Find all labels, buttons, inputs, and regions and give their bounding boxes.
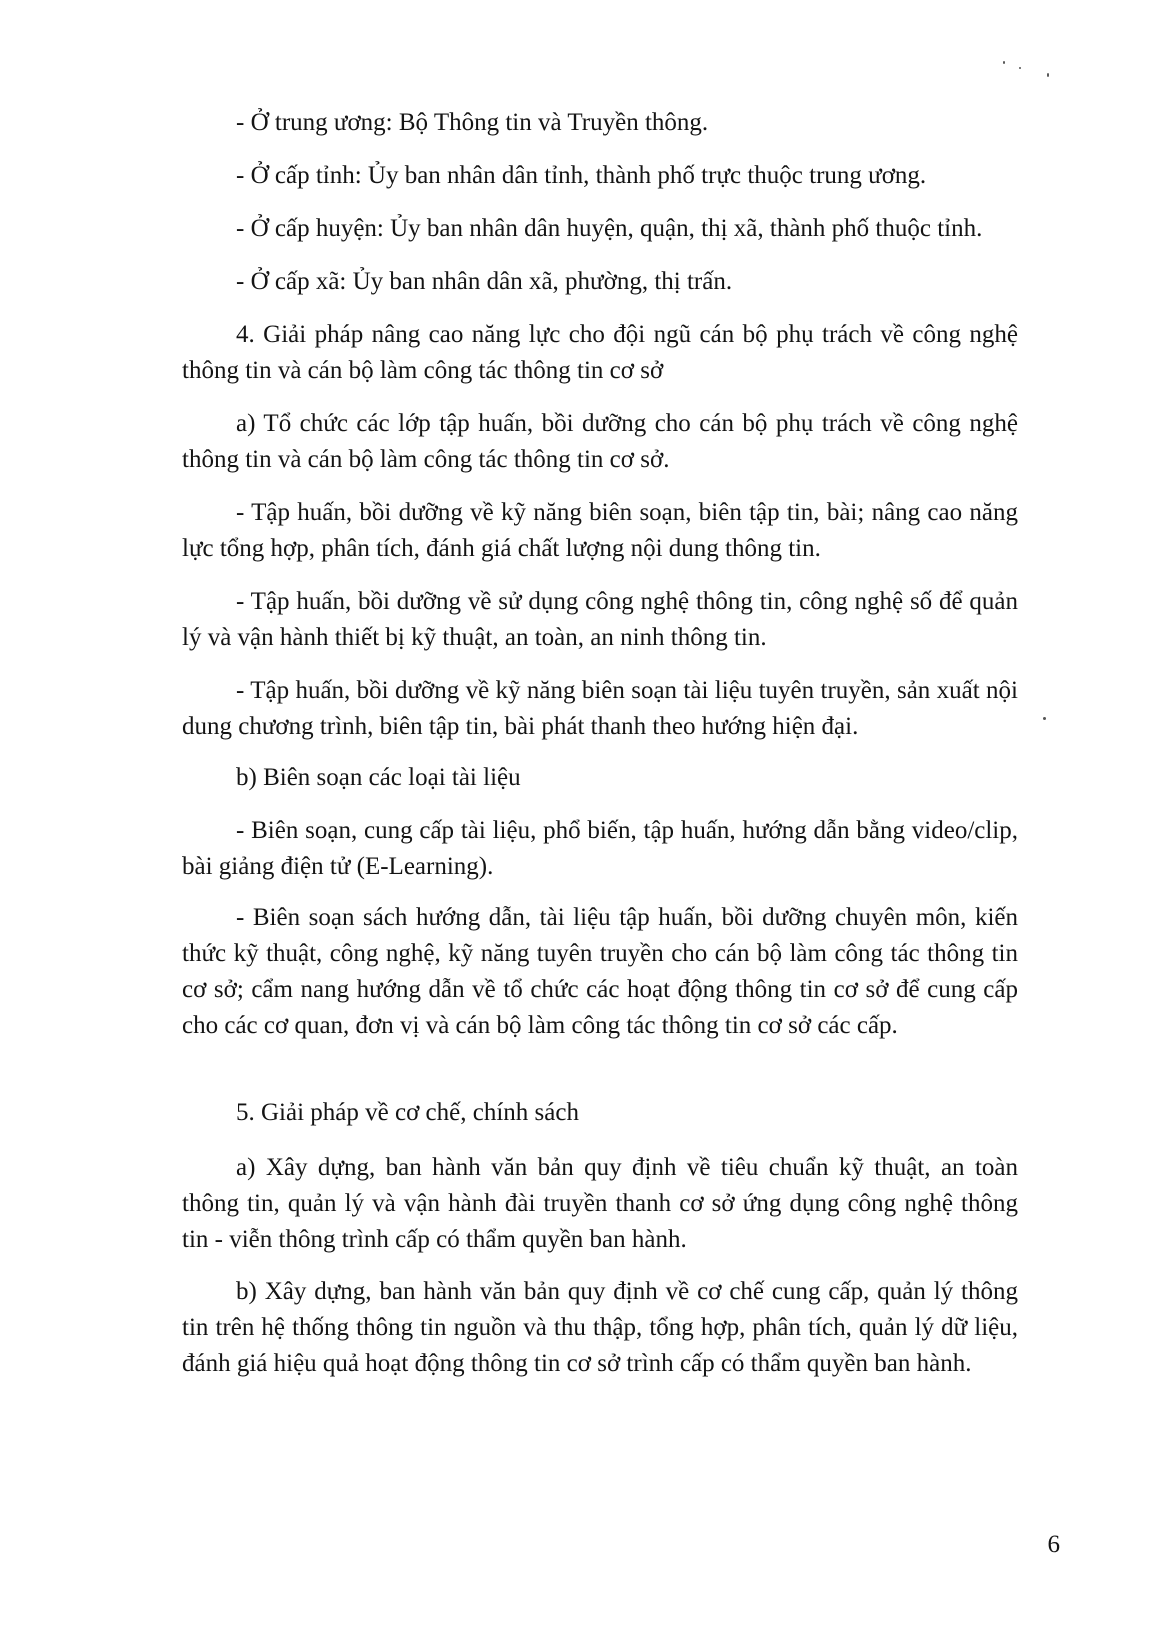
paragraph-5b: b) Xây dựng, ban hành văn bản quy định về cơ chế cung cấp, quản lý thông tin trên hệ thống thông tin nguồn và thu thập, tổng hợp, phân tích, quản lý dữ liệu, đánh giá hiệu quả hoạt động thông tin cơ sở trình cấp có thẩm quyền ban hành. xyxy=(182,1278,1018,1377)
section-heading-5: 5. Giải pháp về cơ chế, chính sách xyxy=(236,1099,579,1126)
scan-speck xyxy=(1019,67,1021,69)
page-number: 6 xyxy=(1047,1531,1060,1558)
paragraph-district-level: - Ở cấp huyện: Ủy ban nhân dân huyện, quận, thị xã, thành phố thuộc tỉnh. xyxy=(236,215,983,242)
paragraph-4b-item-2: - Biên soạn sách hướng dẫn, tài liệu tập huấn, bồi dưỡng chuyên môn, kiến thức kỹ thuật, công nghệ, kỹ năng tuyên truyền cho cán bộ làm công tác thông tin cơ sở; cẩm nang hướng dẫn về tổ chức các hoạt động thông tin cơ sở để cung cấp cho các cơ quan, đơn vị và cán bộ làm công tác thông tin cơ sở các cấp. xyxy=(182,904,1018,1039)
section-heading-4: 4. Giải pháp nâng cao năng lực cho đội ngũ cán bộ phụ trách về công nghệ thông tin và cán bộ làm công tác thông tin cơ sở xyxy=(182,321,1018,384)
scan-speck xyxy=(1003,61,1005,64)
paragraph-4b-item-1: - Biên soạn, cung cấp tài liệu, phổ biến, tập huấn, hướng dẫn bằng video/clip, bài giảng điện tử (E-Learning). xyxy=(182,817,1018,880)
paragraph-commune-level: - Ở cấp xã: Ủy ban nhân dân xã, phường, thị trấn. xyxy=(236,268,733,295)
paragraph-central-level: - Ở trung ương: Bộ Thông tin và Truyền thông. xyxy=(236,109,709,136)
paragraph-4a: a) Tổ chức các lớp tập huấn, bồi dưỡng cho cán bộ phụ trách về công nghệ thông tin và cán bộ làm công tác thông tin cơ sở. xyxy=(182,410,1018,473)
scan-speck xyxy=(1047,73,1049,77)
scan-speck xyxy=(1043,717,1046,720)
paragraph-province-level: - Ở cấp tỉnh: Ủy ban nhân dân tỉnh, thành phố trực thuộc trung ương. xyxy=(236,162,927,189)
paragraph-4a-item-1: - Tập huấn, bồi dưỡng về kỹ năng biên soạn, biên tập tin, bài; nâng cao năng lực tổng hợp, phân tích, đánh giá chất lượng nội dung thông tin. xyxy=(182,499,1018,562)
paragraph-4b: b) Biên soạn các loại tài liệu xyxy=(236,764,521,791)
paragraph-4a-item-2: - Tập huấn, bồi dưỡng về sử dụng công nghệ thông tin, công nghệ số để quản lý và vận hành thiết bị kỹ thuật, an toàn, an ninh thông tin. xyxy=(182,588,1018,651)
paragraph-5a: a) Xây dựng, ban hành văn bản quy định về tiêu chuẩn kỹ thuật, an toàn thông tin, quản lý và vận hành đài truyền thanh cơ sở ứng dụng công nghệ thông tin - viễn thông trình cấp có thẩm quyền ban hành. xyxy=(182,1154,1018,1253)
paragraph-4a-item-3: - Tập huấn, bồi dưỡng về kỹ năng biên soạn tài liệu tuyên truyền, sản xuất nội dung chương trình, biên tập tin, bài phát thanh theo hướng hiện đại. xyxy=(182,677,1018,740)
